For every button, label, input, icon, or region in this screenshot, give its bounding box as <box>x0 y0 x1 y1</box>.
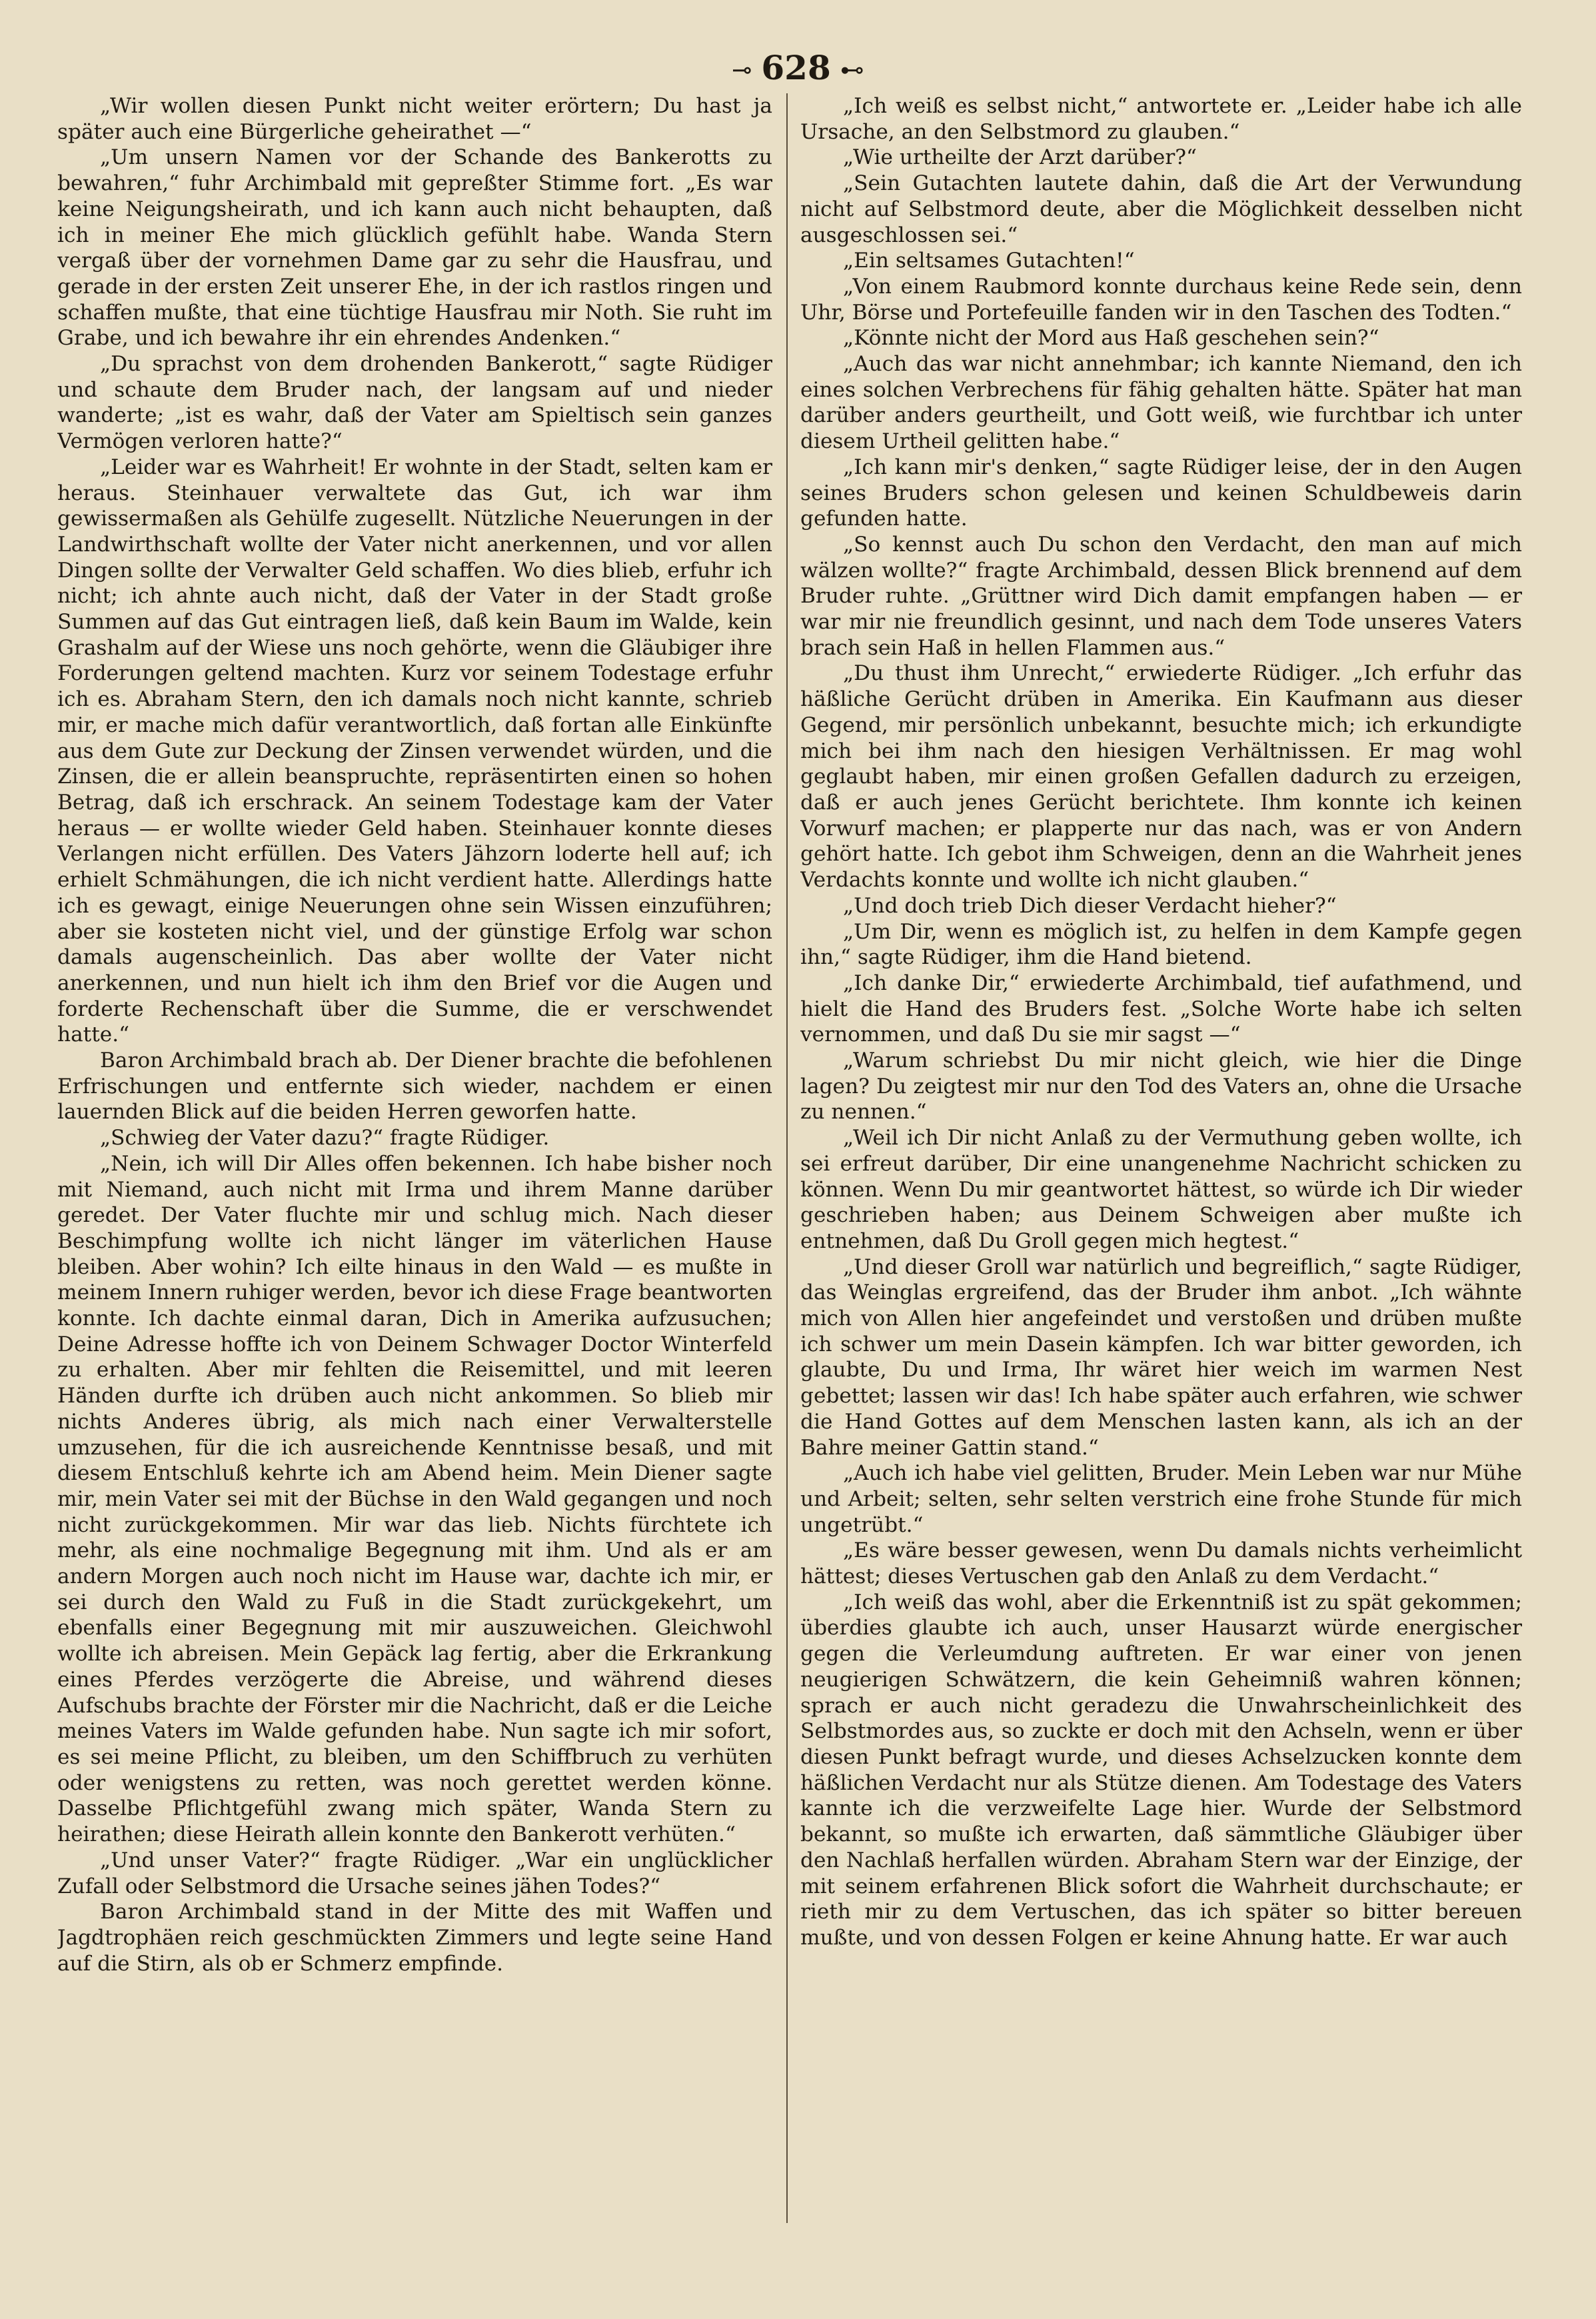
paragraph: Baron Archimbald brach ab. Der Diener brachte die befohlenen Erfrischungen und entfernte sich wieder, nachdem er einen lauernden Blick auf die beiden Herren geworfen hatte. <box>57 1049 772 1125</box>
paragraph: „Ich weiß das wohl, aber die Erkenntniß ist zu spät gekommen; überdies glaubte ich auch, unser Hausarzt würde energischer gegen die Verleumdung auftreten. Er war einer von jenen neugierigen Schwätzern, die kein Geheimniß wahren können; sprach er auch nicht geradezu die Unwahrscheinlichkeit des Selbstmordes aus, so zuckte er doch mit den Achseln, wenn er über diesen Punkt befragt wurde, und dieses Achselzucken konnte dem häßlichen Verdacht nur als Stütze dienen. Am Todestage des Vaters kannte ich die verzweifelte Lage hier. Wurde der Selbstmord bekannt, so mußte ich erwarten, daß sämmtliche Gläubiger über den Nachlaß herfallen würden. Abraham Stern war der Einzige, der mit seinem erfahrenen Blick sofort die Wahrheit durchschaute; er rieth mir zu dem Vertuschen, das ich später so bitter bereuen mußte, und von dessen Folgen er keine Ahnung hatte. Er war auch <box>800 1590 1522 1950</box>
paragraph: „Ich weiß es selbst nicht,“ antwortete er. „Leider habe ich alle Ursache, an den Selbstmord zu glauben.“ <box>800 94 1522 144</box>
paragraph: „Wie urtheilte der Arzt darüber?“ <box>843 145 1197 170</box>
paragraph: „Und unser Vater?“ fragte Rüdiger. „War ein unglücklicher Zufall oder Selbstmord die Ursache seines jähen Todes?“ <box>57 1848 772 1898</box>
paragraph: „Auch das war nicht annehmbar; ich kannte Niemand, den ich eines solchen Verbrechens für fähig gehalten hätte. Später hat man darüber anders geurtheilt, und Gott weiß, wie furchtbar ich unter diesem Urtheil gelitten habe.“ <box>800 352 1522 454</box>
column-divider <box>786 93 788 2223</box>
paragraph: „Sein Gutachten lautete dahin, daß die Art der Verwundung nicht auf Selbstmord deute, aber die Möglichkeit desselben nicht ausgeschlossen sei.“ <box>800 171 1522 247</box>
paragraph: „Und doch trieb Dich dieser Verdacht hieher?“ <box>843 893 1337 918</box>
paragraph: „Du sprachst von dem drohenden Bankerott,“ sagte Rüdiger und schaute dem Bruder nach, der langsam auf und nieder wanderte; „ist es wahr, daß der Vater am Spieltisch sein ganzes Vermögen verloren hatte?“ <box>57 352 772 454</box>
paragraph: „Könnte nicht der Mord aus Haß geschehen sein?“ <box>843 326 1379 351</box>
paragraph: „Weil ich Dir nicht Anlaß zu der Vermuthung geben wollte, ich sei erfreut darüber, Dir eine unangenehme Nachricht schicken zu können. Wenn Du mir geantwortet hättest, so würde ich Dir wieder geschrieben haben; aus Deinem Schweigen aber mußte ich entnehmen, daß Du Groll gegen mich hegtest.“ <box>800 1126 1522 1253</box>
paragraph: „So kennst auch Du schon den Verdacht, den man auf mich wälzen wollte?“ fragte Archimbald, dessen Blick brennend auf dem Bruder ruhte. „Grüttner wird Dich damit empfangen haben — er war mir nie freundlich gesinnt, und nach dem Tode unseres Vaters brach sein Haß in hellen Flammen aus.“ <box>800 532 1522 660</box>
paragraph: „Nein, ich will Dir Alles offen bekennen. Ich habe bisher noch mit Niemand, auch nicht mit Irma und ihrem Manne darüber geredet. Der Vater fluchte mir und schlug mich. Nach dieser Beschimpfung wollte ich nicht länger im väterlichen Hause bleiben. Aber wohin? Ich eilte hinaus in den Wald — es mußte in meinem Innern ruhiger werden, bevor ich diese Frage beantworten konnte. Ich dachte einmal daran, Dich in Amerika aufzusuchen; Deine Adresse hoffte ich von Deinem Schwager Doctor Winterfeld zu erhalten. Aber mir fehlten die Reisemittel, und mit leeren Händen durfte ich drüben auch nicht ankommen. So blieb mir nichts Anderes übrig, als mich nach einer Verwalterstelle umzusehen, für die ich ausreichende Kenntnisse besaß, und mit diesem Entschluß kehrte ich am Abend heim. Mein Diener sagte mir, mein Vater sei mit der Büchse in den Wald gegangen und noch nicht zurückgekommen. Mir war das lieb. Nichts fürchtete ich mehr, als eine nochmalige Begegnung mit ihm. Und als er am andern Morgen auch noch nicht im Hause war, dachte ich mir, er sei durch den Wald zu Fuß in die Stadt zurückgekehrt, um ebenfalls einer Begegnung mit mir auszuweichen. Gleichwohl wollte ich abreisen. Mein Gepäck lag fertig, aber die Erkrankung eines Pferdes verzögerte die Abreise, und während dieses Aufschubs brachte der Förster mir die Nachricht, daß er die Leiche meines Vaters im Walde gefunden habe. Nun sagte ich mir sofort, es sei meine Pflicht, zu bleiben, um den Schiffbruch zu verhüten oder wenigstens zu retten, was noch gerettet werden könne. Dasselbe Pflichtgefühl zwang mich später, Wanda Stern zu heirathen; diese Heirath allein konnte den Bankerott verhüten.“ <box>57 1151 772 1847</box>
ornament-left-icon: ⊸ <box>732 57 752 84</box>
paragraph: „Ich danke Dir,“ erwiederte Archimbald, tief aufathmend, und hielt die Hand des Bruders fest. „Solche Worte habe ich selten vernommen, und daß Du sie mir sagst —“ <box>800 971 1522 1047</box>
paragraph: „Um unsern Namen vor der Schande des Bankerotts zu bewahren,“ fuhr Archimbald mit gepreßter Stimme fort. „Es war keine Neigungsheirath, und ich kann auch nicht behaupten, daß ich in meiner Ehe mich glücklich gefühlt habe. Wanda Stern vergaß über der vornehmen Dame gar zu sehr die Hausfrau, und gerade in der ersten Zeit unserer Ehe, in der ich rastlos ringen und schaffen mußte, that eine tüchtige Hausfrau mir Noth. Sie ruht im Grabe, und ich bewahre ihr ein ehrendes Andenken.“ <box>57 145 772 351</box>
ornament-right-icon: ⊷ <box>840 57 864 84</box>
paragraph: „Ein seltsames Gutachten!“ <box>843 249 1135 273</box>
page-number: 628 <box>761 48 831 87</box>
paragraph: „Leider war es Wahrheit! Er wohnte in der Stadt, selten kam er heraus. Steinhauer verwaltete das Gut, ich war ihm gewissermaßen als Gehülfe zugesellt. Nützliche Neuerungen in der Landwirthschaft wollte der Vater nicht anerkennen, und vor allen Dingen sollte der Verwalter Geld schaffen. Wo dies blieb, erfuhr ich nicht; ich ahnte auch nicht, daß der Vater in der Stadt große Summen auf das Gut eintragen ließ, daß kein Baum im Walde, kein Grashalm auf der Wiese uns noch gehörte, wenn die Gläubiger ihre Forderungen geltend machten. Kurz vor seinem Todestage erfuhr ich es. Abraham Stern, den ich damals noch nicht kannte, schrieb mir, er mache mich dafür verantwortlich, daß fortan alle Einkünfte aus dem Gute zur Deckung der Zinsen verwendet würden, und die Zinsen, die er allein beanspruchte, repräsentirten einen so hohen Betrag, daß ich erschrack. An seinem Todestage kam der Vater heraus — er wollte wieder Geld haben. Steinhauer konnte dieses Verlangen nicht erfüllen. Des Vaters Jähzorn loderte hell auf; ich erhielt Schmähungen, die ich nicht verdient hatte. Allerdings hatte ich es gewagt, einige Neuerungen ohne sein Wissen einzuführen; aber sie kosteten nicht viel, und der günstige Erfolg war schon damals augenscheinlich. Das aber wollte der Vater nicht anerkennen, und nun hielt ich ihm den Brief vor die Augen und forderte Rechenschaft über die Summe, die er verschwendet hatte.“ <box>57 455 772 1047</box>
paragraph: „Schwieg der Vater dazu?“ fragte Rüdiger. <box>100 1126 550 1151</box>
paragraph: „Du thust ihm Unrecht,“ erwiederte Rüdiger. „Ich erfuhr das häßliche Gerücht drüben in Amerika. Ein Kaufmann aus dieser Gegend, mir persönlich unbekannt, besuchte mich; ich erkundigte mich bei ihm nach den hiesigen Verhältnissen. Er mag wohl geglaubt haben, mir einen großen Gefallen dadurch zu erzeigen, daß er auch jenes Gerücht berichtete. Ihm konnte ich keinen Vorwurf machen; er plapperte nur das nach, was er von Andern gehört hatte. Ich gebot ihm Schweigen, denn an die Wahrheit jenes Verdachts konnte und wollte ich nicht glauben.“ <box>800 661 1522 893</box>
right-column <box>800 93 1522 2223</box>
paragraph: „Ich kann mir's denken,“ sagte Rüdiger leise, der in den Augen seines Bruders schon gelesen und keinen Schuldbeweis darin gefunden hatte. <box>800 455 1522 531</box>
paragraph: „Von einem Raubmord konnte durchaus keine Rede sein, denn Uhr, Börse und Portefeuille fanden wir in den Taschen des Todten.“ <box>800 274 1522 325</box>
paragraph: „Und dieser Groll war natürlich und begreiflich,“ sagte Rüdiger, das Weinglas ergreifend, das der Bruder ihm anbot. „Ich wähnte mich von Allen hier angefeindet und verstoßen und drüben mußte ich schwer um mein Dasein kämpfen. Ich war bitter geworden, ich glaubte, Du und Irma, Ihr wäret hier weich im warmen Nest gebettet; lassen wir das! Ich habe später auch erfahren, wie schwer die Hand Gottes auf dem Menschen lasten kann, als ich an der Bahre meiner Gattin stand.“ <box>800 1254 1522 1460</box>
page-header <box>0 41 1596 95</box>
paragraph: „Warum schriebst Du mir nicht gleich, wie hier die Dinge lagen? Du zeigtest mir nur den Tod des Vaters an, ohne die Ursache zu nennen.“ <box>800 1049 1522 1125</box>
paragraph: „Es wäre besser gewesen, wenn Du damals nichts verheimlicht hättest; dieses Vertuschen gab den Anlaß zu dem Verdacht.“ <box>800 1538 1522 1589</box>
paragraph: „Auch ich habe viel gelitten, Bruder. Mein Leben war nur Mühe und Arbeit; selten, sehr selten verstrich eine frohe Stunde für mich ungetrübt.“ <box>800 1461 1522 1537</box>
paragraph: Baron Archimbald stand in der Mitte des mit Waffen und Jagdtrophäen reich geschmückten Zimmers und legte seine Hand auf die Stirn, als ob er Schmerz empfinde. <box>57 1900 772 1976</box>
paragraph: „Wir wollen diesen Punkt nicht weiter erörtern; Du hast ja später auch eine Bürgerliche geheirathet —“ <box>57 94 772 144</box>
paragraph: „Um Dir, wenn es möglich ist, zu helfen in dem Kampfe gegen ihn,“ sagte Rüdiger, ihm die Hand bietend. <box>800 919 1522 970</box>
left-column <box>57 93 772 2223</box>
